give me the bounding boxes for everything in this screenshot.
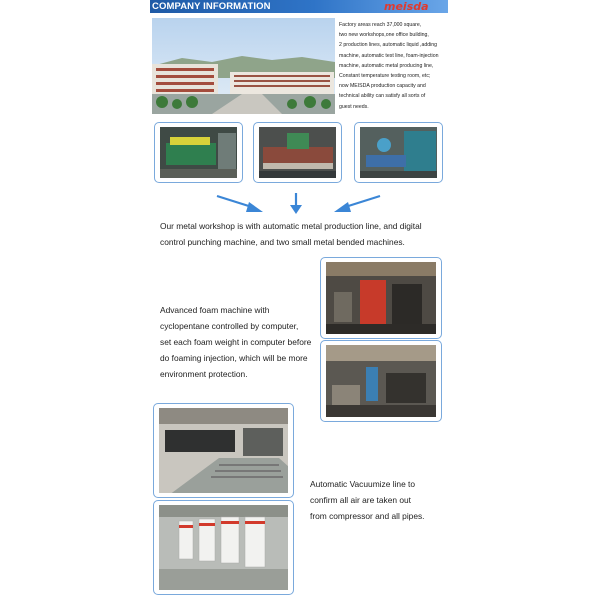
- vacuum-line: from compressor and all pipes.: [310, 511, 425, 521]
- section-title: COMPANY INFORMATION: [152, 1, 271, 12]
- factory-line: machine, automatic metal producing line,: [339, 62, 434, 69]
- workshop-photo-2: [253, 122, 342, 183]
- foam-line: set each foam weight in computer before: [160, 337, 312, 347]
- factory-line: guest needs.: [339, 103, 369, 110]
- factory-overview-photo: [152, 18, 335, 114]
- factory-description: [339, 20, 451, 112]
- metal-line: control punching machine, and two small metal bended machines.: [160, 237, 405, 247]
- factory-line: Constant temperature testing room, etc;: [339, 73, 431, 80]
- foam-machine-photo-2: [320, 340, 442, 422]
- arrow-down-left-icon: [330, 194, 382, 216]
- factory-line: 2 production lines, automatic liquid ,adding: [339, 42, 438, 49]
- foam-machine-photo-1: [320, 257, 442, 339]
- factory-line: now MEISDA production capacity and: [339, 83, 426, 90]
- foam-machine-text: [160, 302, 325, 382]
- vacuum-line-text: [310, 476, 460, 524]
- factory-line: machine, automatic test line, foam-injection: [339, 52, 439, 59]
- factory-line: two new workshops,one office building,: [339, 32, 429, 39]
- foam-line: do foaming injection, which will be more: [160, 353, 308, 363]
- foam-line: cyclopentane controlled by computer,: [160, 321, 299, 331]
- workshop-photo-3: [354, 122, 443, 183]
- vacuum-line: confirm all air are taken out: [310, 495, 412, 505]
- arrow-down-right-icon: [215, 194, 267, 216]
- brand-logo: meisda: [384, 0, 429, 13]
- foam-line: environment protection.: [160, 369, 248, 379]
- vacuum-line-photo-1: [153, 403, 294, 498]
- vacuum-line-photo-2: [153, 500, 294, 595]
- metal-line: Our metal workshop is with automatic metal production line, and digital: [160, 221, 422, 231]
- arrow-down-icon: [289, 192, 303, 216]
- foam-line: Advanced foam machine with: [160, 305, 270, 315]
- workshop-photo-1: [154, 122, 243, 183]
- metal-workshop-text: [160, 218, 460, 250]
- factory-line: Factory areas reach 37,000 square,: [339, 22, 422, 28]
- factory-line: technical ability can satisfy all sorts of: [339, 93, 426, 100]
- vacuum-line: Automatic Vacuumize line to: [310, 479, 416, 489]
